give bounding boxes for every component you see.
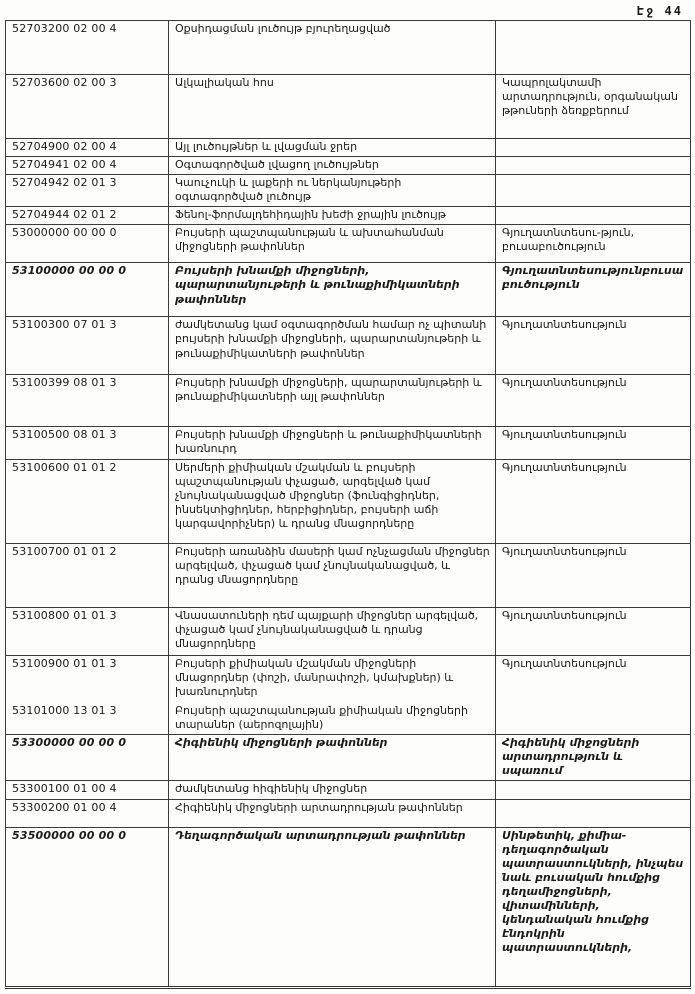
description-cell: Բույսերի պաշտպանության և ախտահանման միջոցների թափոններ [169, 225, 496, 263]
code-cell: 53100800 01 01 3 [6, 607, 169, 655]
description-cell: ժամկետանց կամ օգտագործման համար ոչ պիտանի բույսերի խնամքի միջոցների, պարարտանյութերի և թունաքիմիկատների թափոններ [169, 317, 496, 375]
page-number: Էջ 44 [636, 4, 683, 18]
description-cell: Վնասատուների դեմ պայքարի միջոցներ արգելված, փչացած կամ չնույնականացված և դրանց մնացորդները [169, 607, 496, 655]
table-row [6, 375, 691, 427]
note-cell [496, 21, 691, 75]
code-cell: 52704900 02 00 4 [6, 139, 169, 157]
table-row [6, 703, 691, 735]
note-cell: Հիգիենիկ միջոցների արտադրություն և սպառում [496, 735, 691, 781]
table-row [6, 459, 691, 543]
note-cell [496, 799, 691, 827]
note-cell: Գյուղատնտեսություն [496, 317, 691, 375]
code-cell: 53100000 00 00 0 [6, 263, 169, 317]
code-cell: 53300200 01 00 4 [6, 799, 169, 827]
note-cell [496, 703, 691, 735]
description-cell: Սերմերի քիմիական մշակման և բույսերի պաշտպանության փչացած, արգելված կամ չնույնականացված միջոցներ (ֆունգիցիդներ, ինսեկտիցիդներ, հերբիցիդներ, բույսերի աճի կարգավորիչներ) և դրանց մնացորդները [169, 459, 496, 543]
table-row [6, 317, 691, 375]
code-cell: 52703600 02 00 3 [6, 75, 169, 139]
code-cell: 53100399 08 01 3 [6, 375, 169, 427]
code-cell: 53300000 00 00 0 [6, 735, 169, 781]
code-cell: 52704942 02 01 3 [6, 175, 169, 207]
description-cell: Բույսերի առանձին մասերի կամ ոչնչացման միջոցներ արգելված, փչացած կամ չնույնականացված, և դրանց մնացորդները [169, 543, 496, 607]
table-row [6, 735, 691, 781]
description-cell: Բույսերի պաշտպանության քիմիական միջոցների տարաներ (աերոզոլային) [169, 703, 496, 735]
note-cell [496, 139, 691, 157]
code-cell: 52703200 02 00 4 [6, 21, 169, 75]
table-body [6, 21, 691, 988]
table-row [6, 655, 691, 703]
code-cell: 53000000 00 00 0 [6, 225, 169, 263]
description-cell: ժամկետանց հիգիենիկ միջոցներ [169, 781, 496, 799]
code-cell: 53100500 08 01 3 [6, 427, 169, 459]
note-cell [496, 207, 691, 225]
description-cell: Բույսերի խնամքի միջոցների, պարարտանյութերի և թունաքիմիկատների այլ թափոններ [169, 375, 496, 427]
code-cell: 53100900 01 01 3 [6, 655, 169, 703]
description-cell: Այլ լուծույթներ և լվացման ջրեր [169, 139, 496, 157]
code-cell: 52704944 02 01 2 [6, 207, 169, 225]
table-row [6, 157, 691, 175]
description-cell: Դեղագործական արտադրության թափոններ [169, 827, 496, 987]
description-cell: Բույսերի քիմիական մշակման միջոցների մնացորդներ (փոշի, մանրափոշի, կմախքներ) և խառնուրդներ [169, 655, 496, 703]
table-row [6, 781, 691, 799]
code-cell: 53100600 01 01 2 [6, 459, 169, 543]
table-row [6, 207, 691, 225]
table-row [6, 427, 691, 459]
description-cell: Հիգիենիկ միջոցների արտադրության թափոններ [169, 799, 496, 827]
description-cell: Բույսերի խնամքի միջոցների և թունաքիմիկատների խառնուրդ [169, 427, 496, 459]
description-cell: Ալկալիական հոս [169, 75, 496, 139]
table-row [6, 543, 691, 607]
table-row [6, 21, 691, 75]
waste-classification-table [5, 20, 691, 989]
table-row [6, 263, 691, 317]
code-cell: 52704941 02 00 4 [6, 157, 169, 175]
code-cell: 53100700 01 01 2 [6, 543, 169, 607]
description-cell: Կաուչուկի և լաքերի ու ներկանյութերի օգտագործված լուծույթ [169, 175, 496, 207]
description-cell: Հիգիենիկ միջոցների թափոններ [169, 735, 496, 781]
note-cell: Գյուղատնտեսու-թյուն, բուսաբուծություն [496, 225, 691, 263]
note-cell: Գյուղատնտեսություն [496, 607, 691, 655]
code-cell: 53500000 00 00 0 [6, 827, 169, 987]
table-row [6, 225, 691, 263]
note-cell [496, 781, 691, 799]
note-cell: Գյուղատնտեսություն [496, 655, 691, 703]
note-cell [496, 175, 691, 207]
note-cell: Գյուղատնտեսություն [496, 459, 691, 543]
note-cell: Գյուղատնտեսությունբուսա բուծություն [496, 263, 691, 317]
code-cell: 53101000 13 01 3 [6, 703, 169, 735]
note-cell: Գյուղատնտեսություն [496, 427, 691, 459]
table-row [6, 139, 691, 157]
table-row [6, 799, 691, 827]
table-row [6, 827, 691, 987]
description-cell: Բույսերի խնամքի միջոցների, պարարտանյութերի և թունաքիմիկատների թափոններ [169, 263, 496, 317]
description-cell: Օգտագործված լվացող լուծույթներ [169, 157, 496, 175]
description-cell: Ֆենոլ-ֆորմալդեհիդային խեժի ջրային լուծույթ [169, 207, 496, 225]
table-row [6, 175, 691, 207]
code-cell: 53300100 01 00 4 [6, 781, 169, 799]
note-cell [496, 157, 691, 175]
code-cell: 53100300 07 01 3 [6, 317, 169, 375]
note-cell: Գյուղատնտեսություն [496, 543, 691, 607]
table-row [6, 607, 691, 655]
description-cell: Օքսիդացման լուծույթ բյուրեղացված [169, 21, 496, 75]
note-cell: Սինթետիկ, քիմիա-դեղագործական պատրաստուկների, ինչպես նաև բուսական հումքից դեղամիջոցների, վիտամինների, կենդանական հումքից էնդոկրին պատրաստուկների, [496, 827, 691, 987]
table-row [6, 75, 691, 139]
note-cell: Կապրոլակտամի արտադրություն, օրգանական թթուների ձեռքբերում [496, 75, 691, 139]
note-cell: Գյուղատնտեսություն [496, 375, 691, 427]
